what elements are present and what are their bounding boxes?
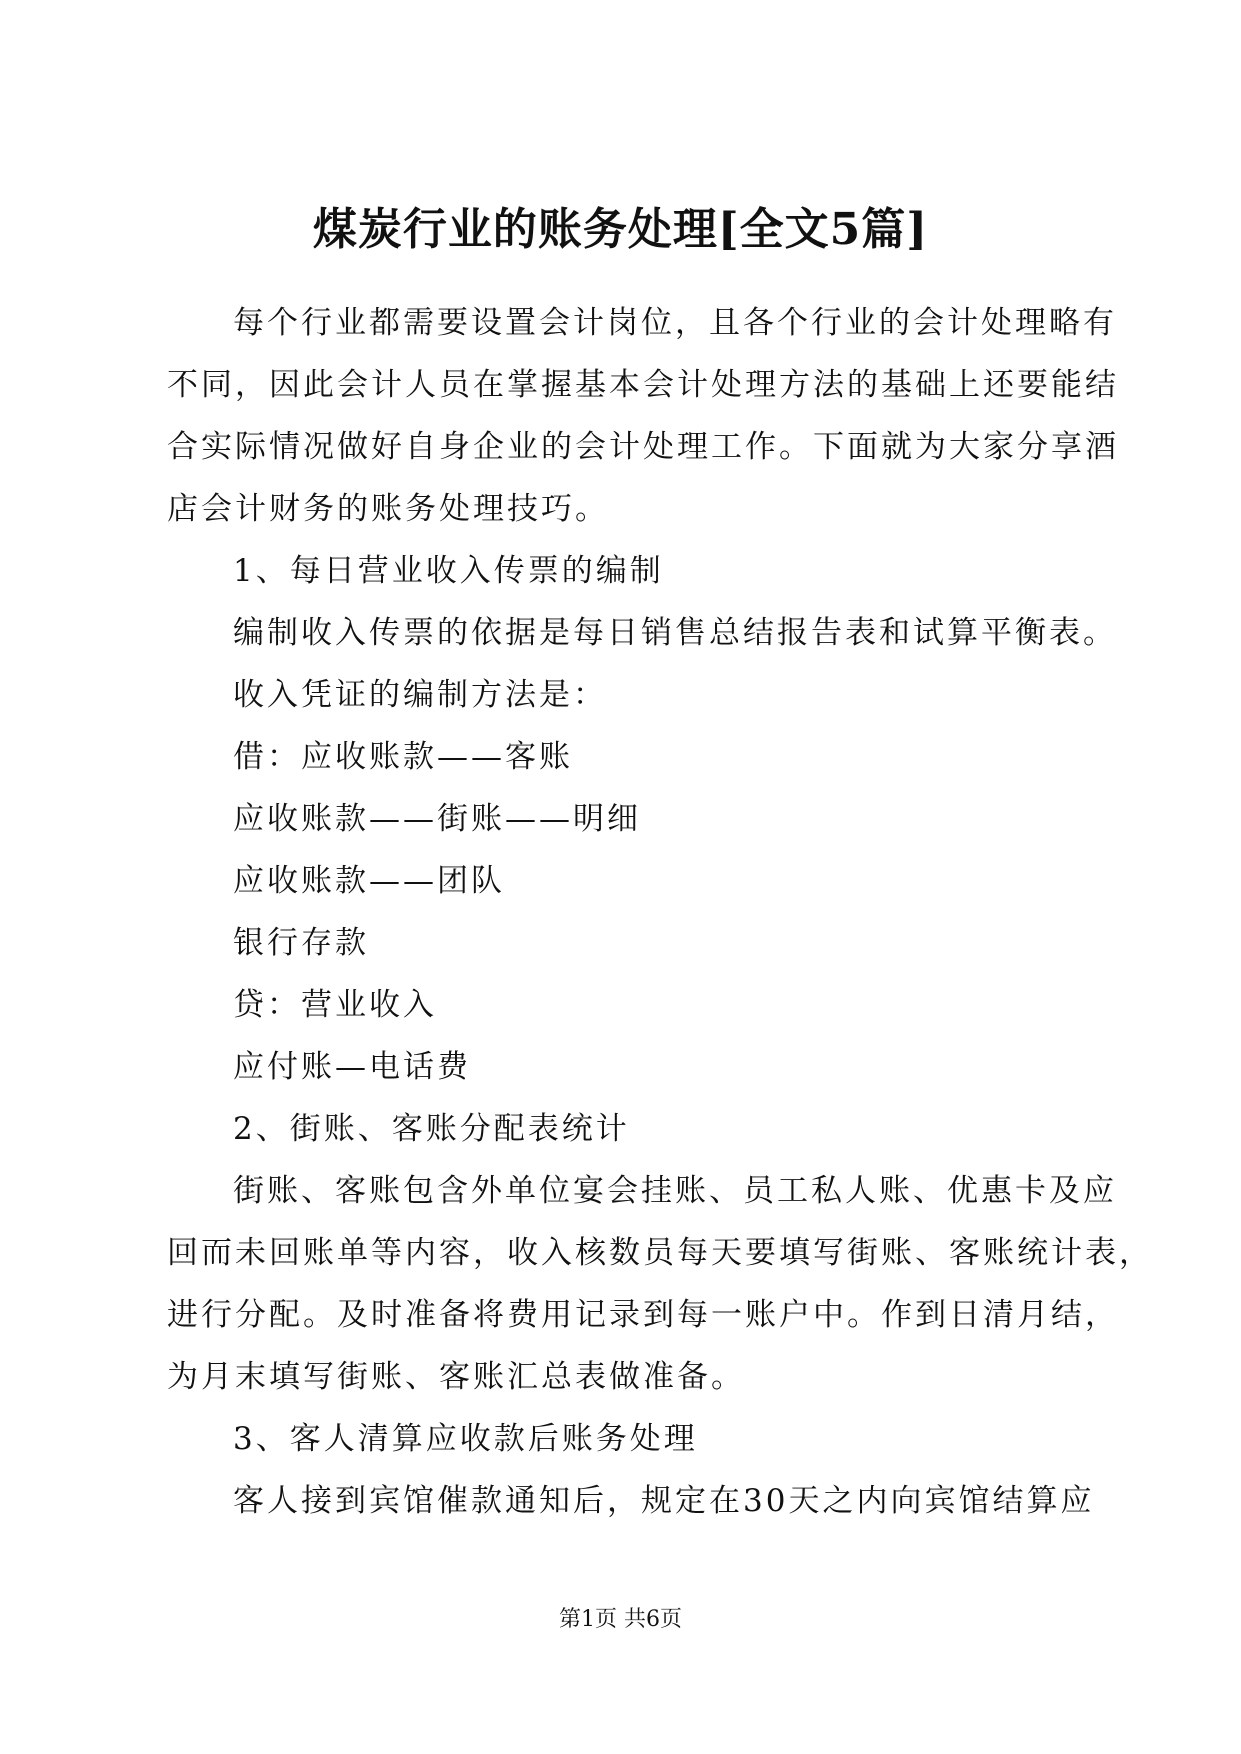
section-heading (167, 1408, 1077, 1470)
text-line: 编制收入传票的依据是每日销售总结报告表和试算平衡表。 (233, 615, 1117, 651)
text-line: 回而未回账单等内容，收入核数员每天要填写街账、客账统计表， (167, 1235, 1153, 1271)
text-line: 街账、客账包含外单位宴会挂账、员工私人账、优惠卡及应 (233, 1173, 1117, 1209)
paragraph (167, 602, 1117, 664)
text-line: 客人接到宾馆催款通知后，规定在30天之内向宾馆结算应 (233, 1483, 1095, 1519)
paragraph (167, 1160, 1153, 1408)
journal-entry-line (167, 1036, 1077, 1098)
journal-entry-line (167, 788, 1077, 850)
paragraph (167, 664, 1077, 726)
text-line: 进行分配。及时准备将费用记录到每一账户中。作到日清月结， (167, 1297, 1119, 1333)
section-heading (167, 1098, 1077, 1160)
text-line: 银行存款 (233, 925, 369, 961)
text-line: 贷：营业收入 (233, 987, 437, 1023)
paragraph (167, 292, 1119, 540)
text-line: 不同，因此会计人员在掌握基本会计处理方法的基础上还要能结 (167, 367, 1119, 403)
document-body (167, 292, 1153, 1532)
text-line: 店会计财务的账务处理技巧。 (167, 491, 609, 527)
text-line: 1、每日营业收入传票的编制 (233, 553, 664, 589)
journal-entry-line (167, 912, 1077, 974)
text-line: 3、客人清算应收款后账务处理 (233, 1421, 698, 1457)
section-heading (167, 540, 1077, 602)
document-title: 煤炭行业的账务处理[全文5篇] (312, 204, 929, 255)
journal-entry-line (167, 974, 1077, 1036)
text-line: 合实际情况做好自身企业的会计处理工作。下面就为大家分享酒 (167, 429, 1119, 465)
text-line: 借：应收账款——客账 (233, 739, 573, 775)
text-line: 应收账款——团队 (233, 863, 505, 899)
text-line: 应收账款——街账——明细 (233, 801, 641, 837)
journal-entry-line (167, 850, 1077, 912)
text-line: 为月末填写街账、客账汇总表做准备。 (167, 1359, 745, 1395)
text-line: 收入凭证的编制方法是： (233, 677, 607, 713)
paragraph (167, 1470, 1095, 1532)
page-footer: 第1页 共6页 (559, 1607, 682, 1632)
text-line: 每个行业都需要设置会计岗位，且各个行业的会计处理略有 (233, 305, 1117, 341)
text-line: 应付账—电话费 (233, 1049, 471, 1085)
text-line: 2、街账、客账分配表统计 (233, 1111, 630, 1147)
journal-entry-line (167, 726, 1077, 788)
